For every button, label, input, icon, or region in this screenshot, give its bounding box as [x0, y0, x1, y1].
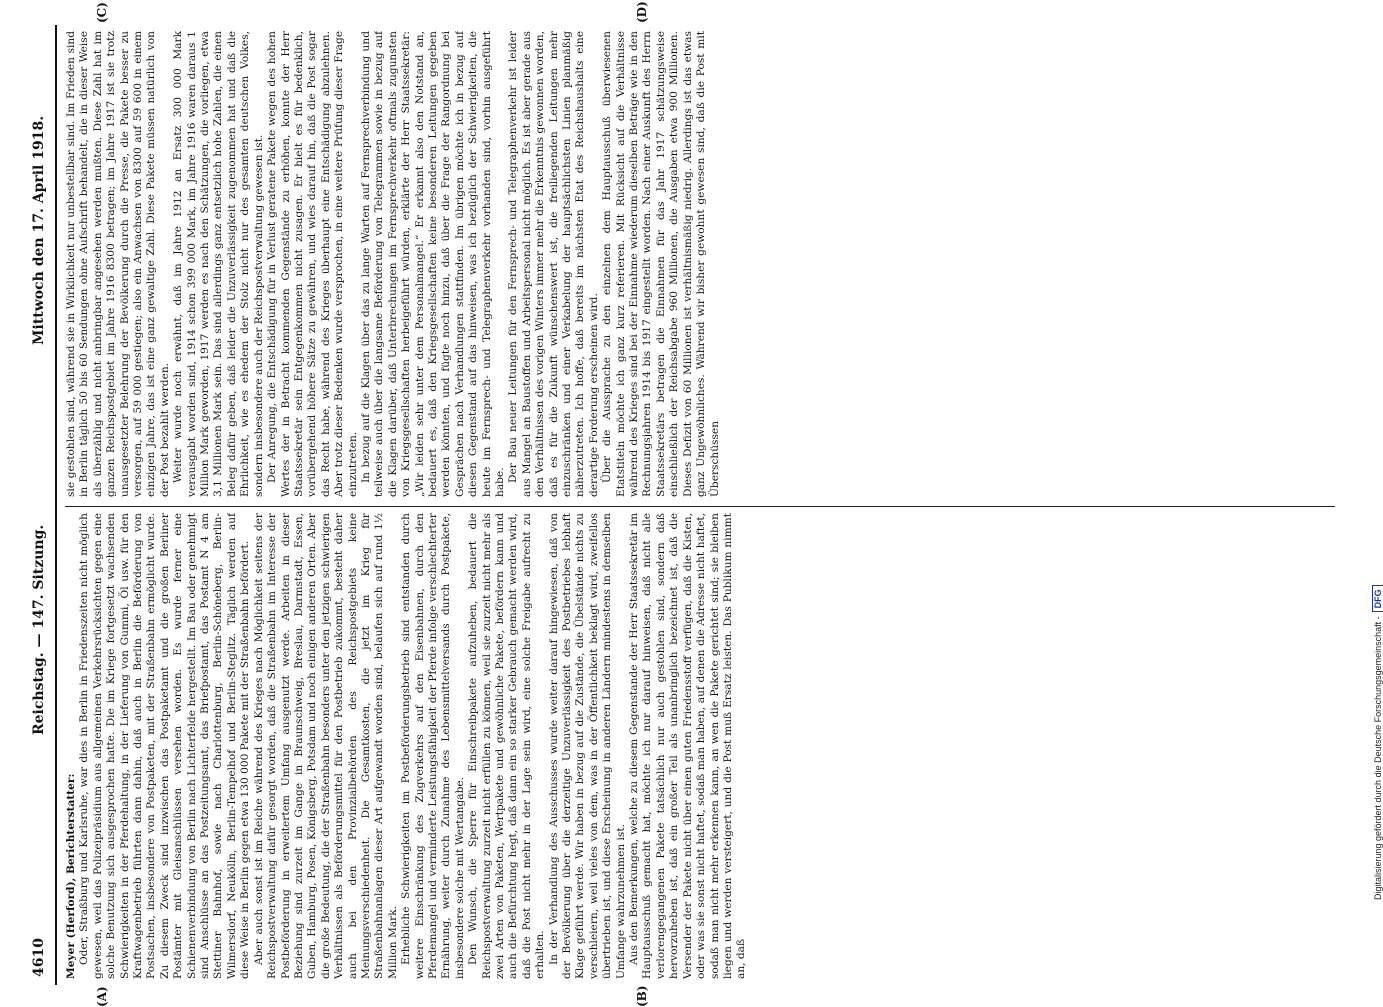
rotated-page-content: [25, 25, 1345, 985]
session-date: Mittwoch den 17. April 1918.: [31, 116, 47, 345]
column-divider: [65, 506, 1335, 507]
dfg-logo: DFG: [1372, 585, 1383, 612]
margin-marker-b: (B): [635, 986, 649, 1007]
credit-text-wrap: [1372, 585, 1383, 900]
paragraph: Der Bau neuer Leitungen für den Fernsprech- und Telegraphenverkehr ist leider aus Mangel an Baustoffen und Arbeitspersonal nicht möglich. Es ist aber gerade aus den Verhältnissen des vorigen Winters immer mehr die Erkenntnis gewonnen worden, daß es für die Zukunft wünschenswert ist, die freiliegenden Leitungen mehr einzuschränken und einer Verkabelung der hauptsächlichsten Linien planmäßig näherzutreten. Ich hoffe, daß bereits im nächsten Etat des Reichshaushalts eine derartige Forderung erscheinen wird.: [507, 31, 601, 497]
paragraph: Über die Aussprache zu den einzelnen dem Hauptausschuß überwiesenen Etatstiteln möchte ich ganz kurz referieren. Mit Rücksicht auf die Verhältnisse während des Krieges sind bei der Einnahme wiederum dieselben Beträge wie in den Rechnungsjahren 1914 bis 1917 eingestellt worden. Nach einer Auskunft des Herrn Staatssekretärs betragen die Einnahmen für das Jahr 1917 schätzungsweise einschließlich der Reichsabgabe 960 Millionen, die Ausgaben etwa 900 Millionen. Dieses Defizit von 60 Millionen ist verhältnismäßig niedrig. Allerdings ist das etwas ganz Ungewöhnliches. Während wir bisher gewohnt gewesen sind, daß die Post mit Überschüssen: [601, 31, 722, 497]
right-column: [65, 31, 1335, 497]
paragraph: In der Verhandlung des Ausschusses wurde weiter darauf hingewiesen, daß von der Bevölkerung über die derzeitige Unzuverlässigkeit des Postbetriebes lebhaft Klage geführt werde. Wir haben in bezug auf die Zustände, die Übelstände nichts zu verschleiern, weil vieles von dem, was in der Öffentlichkeit beklagt wird, zweifellos übertrieben ist, und diese Erscheinung in anderen Ländern mindestens in demselben Umfange wahrzunehmen ist.: [548, 513, 628, 979]
paragraph: Den Wunsch, die Sperre für Einschreibpakete aufzuheben, bedauert die Reichspostverwaltung zurzeit nicht erfüllen zu können, weil sie zurzeit nicht mehr als zwei Arten von Paketen, Wertpakete und gewöhnliche Pakete, befördern kann und auch die Befürchtung hegt, daß dann ein so starker Gebrauch gemacht werden wird, daß die Post nicht mehr in der Lage sein wird, eine solche Freigabe aufrecht zu erhalten.: [467, 513, 547, 979]
page-number: 4610: [31, 938, 47, 977]
paragraph: Weiter wurde noch erwähnt, daß im Jahre 1912 an Ersatz 300 000 Mark verausgabt worden sind, 1914 schon 399 000 Mark, im Jahre 1916 waren daraus 1 Million Mark geworden, 1917 werden es nach den Schätzungen, die vorliegen, etwa 3,1 Millionen Mark sein. Das sind allerdings ganz entsetzlich hohe Zahlen, die einen Beleg dafür geben, daß leider die Unzuverlässigkeit zugenommen hat und daß die Ehrlichkeit, wie es ehedem der Stolz nicht nur des gesamten deutschen Volkes, sondern insbesondere auch der Reichspostverwaltung gewesen ist.: [172, 31, 266, 497]
paragraph: Erhebliche Schwierigkeiten im Postbeförderungsbetrieb sind entstanden durch weitere Einschränkung des Zugverkehrs auf den Eisenbahnen, durch den Pferdemangel und verminderte Leistungsfähigkeit der Pferde infolge verschlechterter Ernährung, weiter durch Zunahme des Lebensmittelversands durch Postpakete, insbesondere solche mit Wertangabe.: [400, 513, 467, 979]
paragraph: sie gestohlen sind, während sie in Wirklichkeit nur unbestellbar sind. Im Frieden sind in Berlin täglich 50 bis 60 Sendungen ohne Aufschrift behandelt, die in dieser Weise als überzählig und nicht anbringbar angesehen werden mußten. Diese Zahl hat im ganzen Reichspostgebiet im Jahre 1916 8300 betragen; im Jahre 1917 ist sie trotz unausgesetzter Belehrung der Bevölkerung durch die Presse, die Pakete besser zu versorgen, auf 59 000 gestiegen; also ein Anwachsen von 8300 auf 59 600 in einem einzigen Jahre, das ist eine ganz gewaltige Zahl. Diese Pakete müssen natürlich von der Post bezahlt werden.: [65, 31, 172, 497]
paragraph: Oder, Straßburg und Karlsruhe, war dies in Berlin in Friedenszeiten nicht möglich gewesen, weil das Polizeipräsidium aus allgemeinen Verkehrsrücksichten gegen eine solche Benutzung sich ausgesprochen hatte. Die im Kriege fortgesetzt wachsenden Schwierigkeiten in der Pferdehaltung, in der Lieferung von Gummi, Öl usw. für den Kraftwagenbetrieb führten dann dahin, daß auch in Berlin die Beförderung von Postsachen, insbesondere von Postpaketen, mit der Straßenbahn ermöglicht wurde. Zu diesem Zweck sind inzwischen das Postpaketamt und die großen Berliner Postämter mit Gleisanschlüssen versehen worden. Es wurde ferner eine Schienenverbindung von Berlin nach Lichterfelde hergestellt. Im Bau oder genehmigt sind Anschlüsse an das Postzeitungsamt, das Briefpostamt, das Postamt N 4 am Stettiner Bahnhof, sowie nach Charlottenburg, Berlin-Schöneberg, Berlin-Wilmersdorf, Neukölln, Berlin-Tempelhof und Berlin-Steglitz. Täglich werden auf diese Weise in Berlin gegen etwa 130 000 Pakete mit der Straßenbahn befördert.: [78, 513, 252, 979]
margin-marker-c: (C): [95, 2, 109, 23]
paragraph: Aber auch sonst ist im Reiche während des Krieges nach Möglichkeit seitens der Reichspostverwaltung dafür gesorgt worden, daß die Straßenbahn im Interesse der Postbeförderung in erweitertem Umfang ausgenutzt werde. Arbeiten in dieser Beziehung sind zurzeit im Gange in Braunschweig, Breslau, Darmstadt, Essen, Guben, Hamburg, Posen, Königsberg, Potsdam und noch einigen anderen Orten. Aber die große Bedeutung, die der Straßenbahn besonders unter den jetzigen schwierigen Verhältnissen als Beförderungsmittel für den Postbetrieb zukommt, besteht daher auch bei den Provinzialbehörden des Reichspostgebiets keine Meinungsverschiedenheit. Die Gesamtkosten, die jetzt im Krieg für Straßenbahnanlagen dieser Art aufgewandt worden sind, belaufen sich auf rund 1½ Million Mark.: [253, 513, 400, 979]
session-title: Reichstag. — 147. Sitzung.: [31, 525, 47, 735]
paragraph: Der Anregung, die Entschädigung für in Verlust geratene Pakete wegen des hohen Wertes der in Betracht kommenden Gegenstände zu erhöhen, konnte der Herr Staatssekretär sein Entgegenkommen nicht zusagen. Er hielt es für bedenklich, vorübergehend höhere Sätze zu gewähren, und wies darauf hin, daß die Post sogar das Recht habe, während des Krieges überhaupt eine Entschädigung abzulehnen. Aber trotz dieser Bedenken wurde versprochen, in eine weitere Prüfung dieser Frage einzutreten.: [266, 31, 360, 497]
paragraph: Aus den Bemerkungen, welche zu diesem Gegenstande der Herr Staatssekretär im Hauptausschuß gemacht hat, möchte ich nur darauf hinweisen, daß nicht alle verlorengegangenen Pakete tatsächlich nur auch gestohlen sind, sondern daß hervorzuheben ist, daß ein großer Teil als unanbringlich bezeichnet ist, daß die Versender der Pakete nicht über einen guten Friedensstoff verfügen, daß die Kisten, oder was sie sonst nicht haftet, sodaß man haben, auf denen die Adresse nicht haftet, sodaß man nicht mehr erkennen kann, an wen die Pakete gerichtet sind; sie bleiben liegen und werden versteigert, und die Post muß Ersatz leisten. Das Publikum nimmt an, daß: [628, 513, 749, 979]
speaker-line: Meyer (Herford), Berichterstatter:: [65, 513, 78, 979]
digitization-credit: [1362, 0, 1382, 1000]
page-header: [25, 25, 57, 985]
paragraph: In bezug auf die Klagen über das zu lange Warten auf Fernsprechverbindung und teilweise auch über die langsame Beförderung von Telegrammen sowie in bezug auf die Klagen darüber, daß Unterbrechungen im Fernsprechverkehr oftmals zugunsten von Kriegsgesellschaften herbeigeführt würden, erklärte der Herr Staatssekretär: „Wir leiden sehr unter dem Personalmangel.“ Er erkannt also den Notstand an, bedauert es, daß den Kriegsgesellschaften keine besonderen Leitungen gegeben werden könnten, und fügte noch hinzu, daß über die Frage der Rangordnung bei Gesprächen nach Verhandlungen stattfinden. Im übrigen möchte ich in bezug auf diesen Gegenstand auf das hinweisen, was ich bezüglich der Schwierigkeiten, die heute im Fernsprech- und Telegraphenverkehr vorhanden sind, vorhin ausgeführt habe.: [360, 31, 507, 497]
left-column: [65, 513, 1335, 979]
margin-marker-a: (A): [95, 986, 109, 1007]
credit-text: Digitalisierung gefördert durch die Deutsche Forschungsgemeinschaft -: [1373, 616, 1383, 900]
margin-marker-d: (D): [635, 1, 649, 23]
